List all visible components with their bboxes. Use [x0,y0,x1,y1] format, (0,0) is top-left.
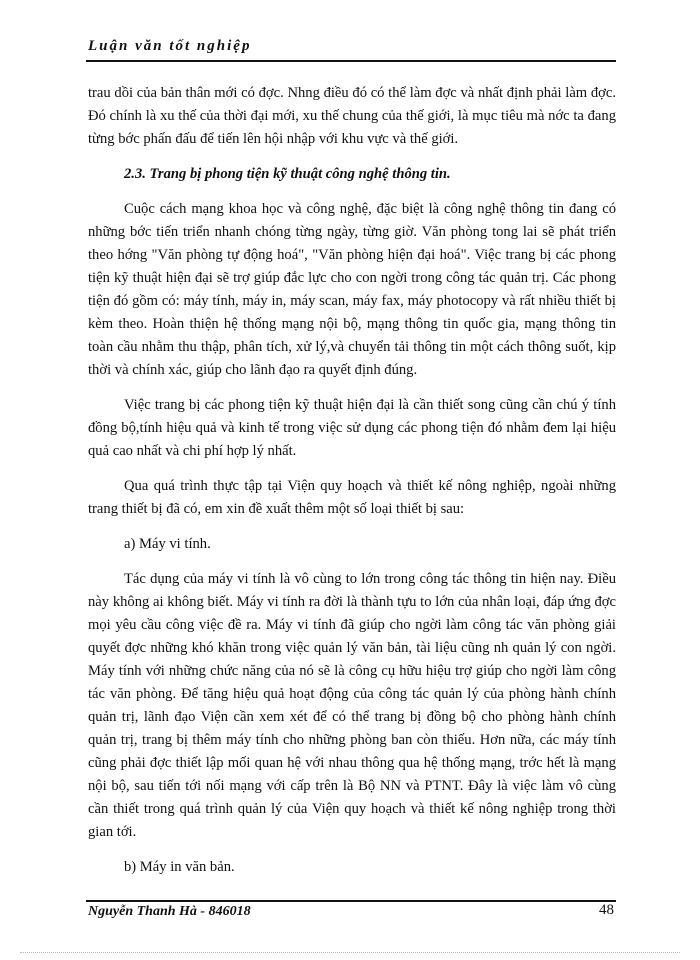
list-item-a: a) Máy vi tính. [124,536,211,552]
list-item-b: b) Máy in văn bản. [124,859,235,875]
footer-rule [86,900,616,902]
page-body [88,82,616,891]
paragraph-3: Việc trang bị các phong tiện kỹ thuật hiện đại là cần thiết song cũng cần chú ý tính đồng bộ,tính hiệu quả và kinh tế trong việc sử dụng các phong tiện đó nhằm đem lại hiệu quả cao nhất và chi phí hợp lý nhất. [88,397,616,459]
paragraph-4: Qua quá trình thực tập tại Viện quy hoạch và thiết kế nông nghiệp, ngoài những trang thiết bị đã có, em xin đề xuất thêm một số loại thiết bị sau: [88,478,616,517]
header-rule [86,60,616,62]
running-header: Luận văn tốt nghiệp [88,38,252,54]
page-divider [20,952,680,953]
section-heading: 2.3. Trang bị phong tiện kỹ thuật công nghệ thông tin. [124,166,451,182]
paragraph-2: Cuộc cách mạng khoa học và công nghệ, đặc biệt là công nghệ thông tin đang có những bớc tiến triển nhanh chóng từng ngày, từng giờ. Văn phòng tong lai sẽ phát triển theo hớng "Văn phòng tự động hoá", "Văn phòng hiện đại hoá". Việc trang bị các phong tiện kỹ thuật hiện đại sẽ trợ giúp đắc lực cho con ngời trong công tác quản trị. Các phong tiện đó gồm có: máy tính, máy in, máy scan, máy fax, máy photocopy và rất nhiều thiết bị kèm theo. Hoàn thiện hệ thống mạng nội bộ, mạng thông tin quốc gia, mạng thông tin toàn cầu nhằm thu thập, phân tích, xử lý,và chuyển tải thông tin một cách thông suốt, kịp thời và chính xác, giúp cho lãnh đạo ra quyết định đúng. [88,201,616,378]
page-number: 48 [599,902,614,918]
paragraph-1: trau dồi của bản thân mới có đợc. Nhng điều đó có thể làm đợc và nhất định phải làm đợc. Đó chính là xu thế của thời đại mới, xu thế chung của thế giới, là mục tiêu mà nớc ta đang từng bớc phấn đấu để tiến lên hội nhập với khu vực và thế giới. [88,85,616,147]
paragraph-5: Tác dụng của máy vi tính là vô cùng to lớn trong công tác thông tin hiện nay. Điều này không ai không biết. Máy vi tính ra đời là thành tựu to lớn của nhân loại, đáp ứng đợc mọi yêu cầu công việc đề ra. Máy vi tính đã giúp cho ngời làm công tác văn phòng giải quyết đợc những khó khăn trong việc quản lý văn bản, tài liệu cũng nh quản lý con ngời. Máy tính với những chức năng của nó sẽ là công cụ hữu hiệu trợ giúp cho ngời làm công tác văn phòng. Để tăng hiệu quả hoạt động của công tác quản lý của phòng hành chính quản trị, lãnh đạo Viện cần xem xét để có thể trang bị đồng bộ cho phòng hành chính quản trị, trang bị thêm máy tính cho những phòng ban còn thiếu. Hơn nữa, các máy tính cũng phải đợc thiết lập mối quan hệ với nhau thông qua hệ thống mạng, trớc hết là mạng nội bộ, sau tiến tới nối mạng với cấp trên là Bộ NN và PTNT. Đây là việc làm vô cùng cần thiết trong quá trình quản lý của Viện quy hoạch và thiết kế nông nghiệp trong thời gian tới. [88,571,616,840]
footer-author: Nguyễn Thanh Hà - 846018 [88,904,251,919]
